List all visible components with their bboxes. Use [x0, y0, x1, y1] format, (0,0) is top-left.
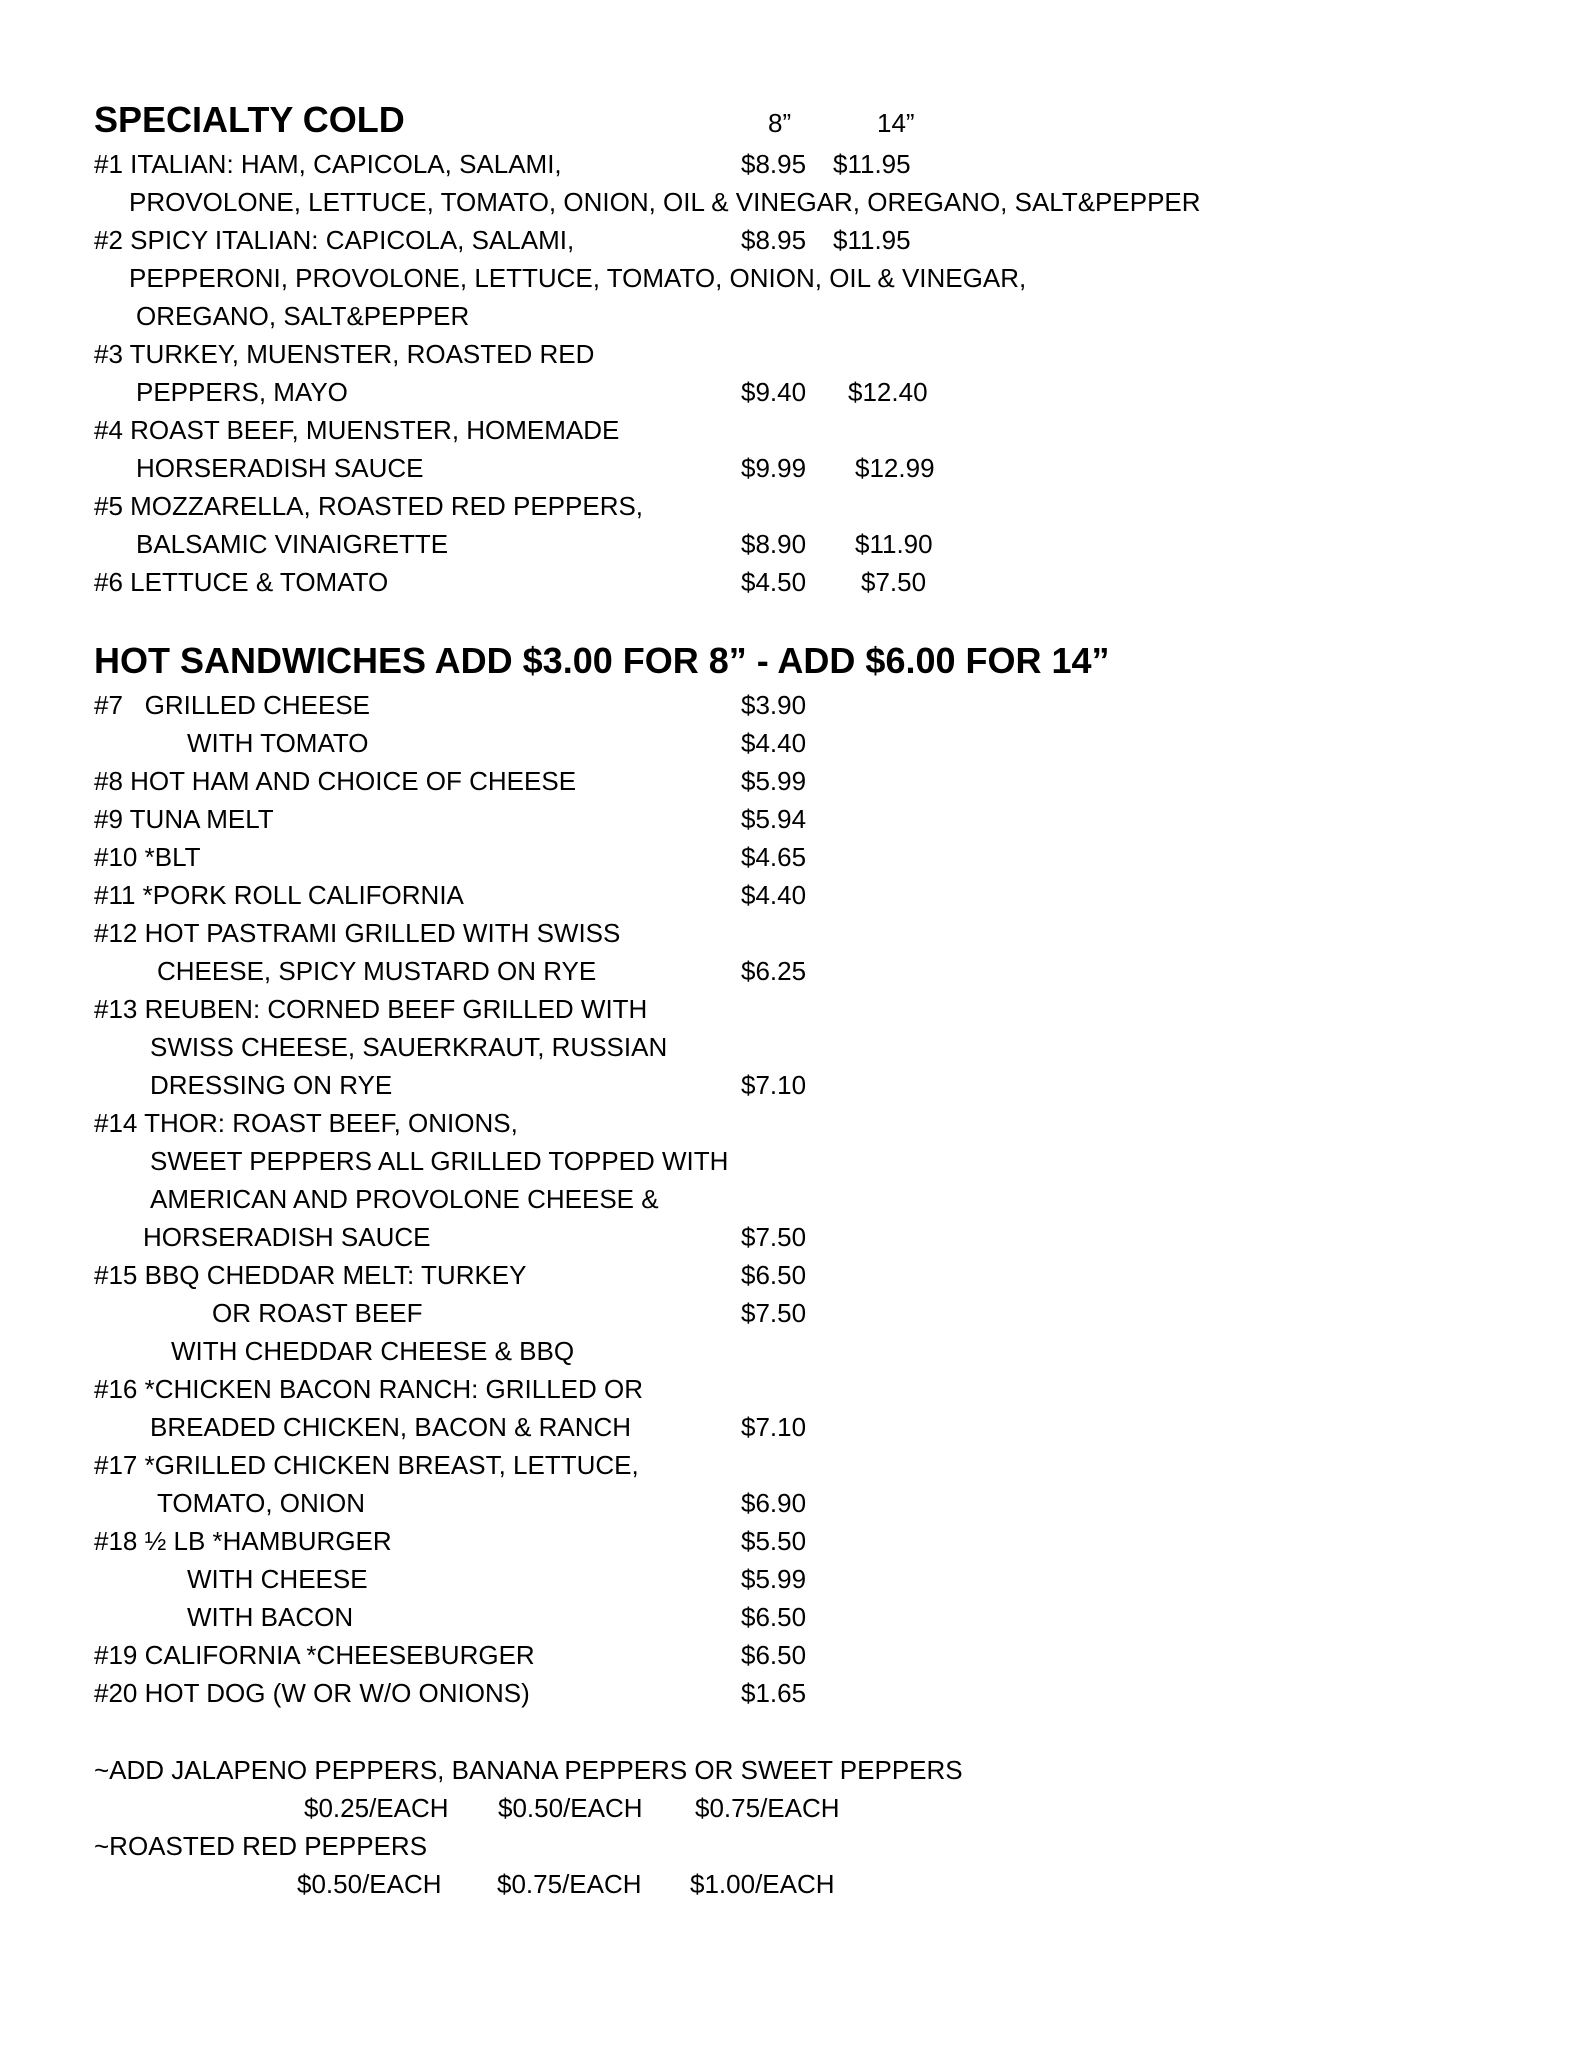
item-description: PEPPERS, MAYO: [136, 377, 348, 407]
list-item: [0, 373, 1582, 411]
item-description: WITH CHEDDAR CHEESE & BBQ: [171, 1336, 575, 1366]
list-item: [0, 259, 1582, 297]
item-description: #1 ITALIAN: HAM, CAPICOLA, SALAMI,: [94, 149, 562, 179]
list-item: [0, 990, 1582, 1028]
price-8-inch: $8.95: [741, 149, 807, 179]
item-description: BALSAMIC VINAIGRETTE: [136, 529, 449, 559]
item-description: #3 TURKEY, MUENSTER, ROASTED RED: [94, 339, 595, 369]
list-item: [0, 1446, 1582, 1484]
list-item: [0, 1636, 1582, 1674]
item-price: $7.10: [741, 1412, 807, 1442]
item-description: #16 *CHICKEN BACON RANCH: GRILLED OR: [94, 1374, 644, 1404]
hot-sandwiches-heading: HOT SANDWICHES ADD $3.00 FOR 8” - ADD $6.00 FOR 14”: [94, 640, 1110, 681]
list-item: [0, 525, 1582, 563]
addon-price: $0.25/EACH: [304, 1793, 449, 1823]
list-item: [0, 914, 1582, 952]
item-description: OREGANO, SALT&PEPPER: [136, 301, 470, 331]
item-description: WITH TOMATO: [187, 728, 369, 758]
addon-price: $0.75/EACH: [695, 1793, 840, 1823]
item-price: $6.50: [741, 1602, 807, 1632]
list-item: [0, 1560, 1582, 1598]
list-item: [0, 1180, 1582, 1218]
list-item: [0, 449, 1582, 487]
list-item: [0, 335, 1582, 373]
price-14-inch: $11.90: [855, 529, 933, 559]
item-description: #8 HOT HAM AND CHOICE OF CHEESE: [94, 766, 577, 796]
list-item: [0, 1256, 1582, 1294]
addon-description: [0, 1751, 1582, 1789]
item-description: #11 *PORK ROLL CALIFORNIA: [94, 880, 464, 910]
item-description: #10 *BLT: [94, 842, 201, 872]
price-8-inch: $8.90: [741, 529, 807, 559]
list-item: [0, 686, 1582, 724]
price-8-inch: $9.99: [741, 453, 807, 483]
size-8-inch-label: 8”: [768, 108, 792, 138]
item-price: $6.50: [741, 1640, 807, 1670]
item-description: #14 THOR: ROAST BEEF, ONIONS,: [94, 1108, 518, 1138]
price-8-inch: $9.40: [741, 377, 807, 407]
item-description: HORSERADISH SAUCE: [136, 453, 424, 483]
item-description: #15 BBQ CHEDDAR MELT: TURKEY: [94, 1260, 527, 1290]
list-item: [0, 1484, 1582, 1522]
item-description: #7 GRILLED CHEESE: [94, 690, 370, 720]
list-item: [0, 1598, 1582, 1636]
item-description: #6 LETTUCE & TOMATO: [94, 567, 389, 597]
list-item: [0, 952, 1582, 990]
item-price: $5.99: [741, 1564, 807, 1594]
addon-price: $0.75/EACH: [497, 1869, 642, 1899]
price-8-inch: $4.50: [741, 567, 807, 597]
list-item: [0, 1408, 1582, 1446]
item-price: $3.90: [741, 690, 807, 720]
price-8-inch: $8.95: [741, 225, 807, 255]
item-description: #19 CALIFORNIA *CHEESEBURGER: [94, 1640, 535, 1670]
addon-description: [0, 1827, 1582, 1865]
item-description: PEPPERONI, PROVOLONE, LETTUCE, TOMATO, ONION, OIL & VINEGAR,: [129, 263, 1027, 293]
specialty-cold-heading: SPECIALTY COLD: [94, 99, 405, 140]
item-description: #5 MOZZARELLA, ROASTED RED PEPPERS,: [94, 491, 644, 521]
addon-price: $0.50/EACH: [297, 1869, 442, 1899]
addon-text: ~ROASTED RED PEPPERS: [94, 1831, 428, 1861]
list-item: [0, 838, 1582, 876]
addon-price: $0.50/EACH: [498, 1793, 643, 1823]
item-price: $4.65: [741, 842, 807, 872]
item-price: $5.50: [741, 1526, 807, 1556]
list-item: [0, 724, 1582, 762]
addon-text: ~ADD JALAPENO PEPPERS, BANANA PEPPERS OR SWEET PEPPERS: [94, 1755, 963, 1785]
list-item: [0, 487, 1582, 525]
item-description: BREADED CHICKEN, BACON & RANCH: [150, 1412, 632, 1442]
item-description: OR ROAST BEEF: [212, 1298, 423, 1328]
list-item: [0, 297, 1582, 335]
item-description: #12 HOT PASTRAMI GRILLED WITH SWISS: [94, 918, 621, 948]
item-description: SWISS CHEESE, SAUERKRAUT, RUSSIAN: [150, 1032, 668, 1062]
item-price: $5.94: [741, 804, 807, 834]
item-price: $4.40: [741, 728, 807, 758]
addon-prices: [0, 1865, 1582, 1903]
addon-price: $1.00/EACH: [690, 1869, 835, 1899]
list-item: [0, 1142, 1582, 1180]
price-14-inch: $12.99: [855, 453, 935, 483]
item-description: HORSERADISH SAUCE: [143, 1222, 431, 1252]
item-price: $4.40: [741, 880, 807, 910]
item-price: $6.50: [741, 1260, 807, 1290]
list-item: [0, 145, 1582, 183]
item-price: $5.99: [741, 766, 807, 796]
item-description: #13 REUBEN: CORNED BEEF GRILLED WITH: [94, 994, 648, 1024]
item-price: $1.65: [741, 1678, 807, 1708]
addon-prices: [0, 1789, 1582, 1827]
price-14-inch: $7.50: [861, 567, 927, 597]
item-price: $7.50: [741, 1298, 807, 1328]
list-item: [0, 563, 1582, 601]
item-description: DRESSING ON RYE: [150, 1070, 393, 1100]
item-description: #2 SPICY ITALIAN: CAPICOLA, SALAMI,: [94, 225, 575, 255]
list-item: [0, 1674, 1582, 1712]
item-price: $6.25: [741, 956, 807, 986]
list-item: [0, 1104, 1582, 1142]
list-item: [0, 1522, 1582, 1560]
list-item: [0, 800, 1582, 838]
item-description: SWEET PEPPERS ALL GRILLED TOPPED WITH: [150, 1146, 729, 1176]
list-item: [0, 221, 1582, 259]
price-14-inch: $12.40: [848, 377, 928, 407]
list-item: [0, 1218, 1582, 1256]
list-item: [0, 1370, 1582, 1408]
item-description: CHEESE, SPICY MUSTARD ON RYE: [157, 956, 597, 986]
list-item: [0, 1028, 1582, 1066]
item-description: #20 HOT DOG (W OR W/O ONIONS): [94, 1678, 530, 1708]
item-price: $7.50: [741, 1222, 807, 1252]
item-description: #9 TUNA MELT: [94, 804, 274, 834]
item-description: TOMATO, ONION: [157, 1488, 366, 1518]
list-item: [0, 1332, 1582, 1370]
list-item: [0, 1066, 1582, 1104]
list-item: [0, 1294, 1582, 1332]
item-price: $7.10: [741, 1070, 807, 1100]
list-item: [0, 876, 1582, 914]
item-description: #18 ½ LB *HAMBURGER: [94, 1526, 392, 1556]
item-description: AMERICAN AND PROVOLONE CHEESE &: [150, 1184, 659, 1214]
item-price: $6.90: [741, 1488, 807, 1518]
size-14-inch-label: 14”: [877, 108, 915, 138]
list-item: [0, 183, 1582, 221]
price-14-inch: $11.95: [833, 149, 911, 179]
list-item: [0, 411, 1582, 449]
list-item: [0, 762, 1582, 800]
item-description: WITH BACON: [187, 1602, 354, 1632]
item-description: PROVOLONE, LETTUCE, TOMATO, ONION, OIL & VINEGAR, OREGANO, SALT&PEPPER: [129, 187, 1201, 217]
item-description: WITH CHEESE: [187, 1564, 368, 1594]
price-14-inch: $11.95: [833, 225, 911, 255]
item-description: #17 *GRILLED CHICKEN BREAST, LETTUCE,: [94, 1450, 639, 1480]
item-description: #4 ROAST BEEF, MUENSTER, HOMEMADE: [94, 415, 620, 445]
